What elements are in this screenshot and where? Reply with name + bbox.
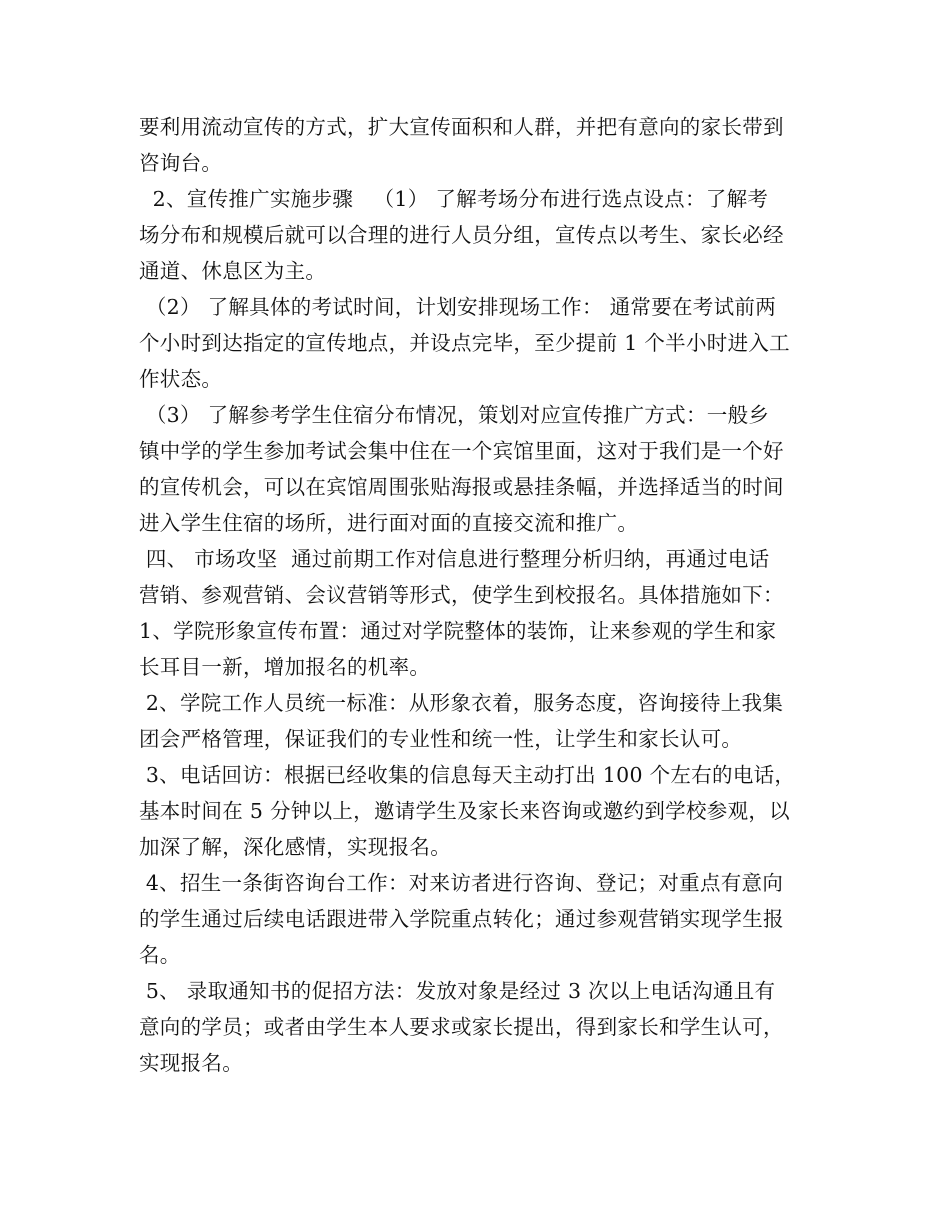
text-line: 意向的学员；或者由学生本人要求或家长提出，得到家长和学生认可， [139, 1015, 784, 1039]
text-line: 镇中学的学生参加考试会集中住在一个宾馆里面，这对于我们是一个好 [139, 439, 784, 463]
text-line: 咨询台。 [139, 151, 223, 175]
text-line: 的学生通过后续电话跟进带入学院重点转化；通过参观营销实现学生报 [139, 907, 784, 931]
text-line: 2、宣传推广实施步骤 （1） 了解考场分布进行选点设点：了解考 [139, 187, 769, 211]
text-line: 通道、休息区为主。 [139, 259, 327, 283]
text-line: 场分布和规模后就可以合理的进行人员分组，宣传点以考生、家长必经 [139, 223, 784, 247]
text-line: 进入学生住宿的场所，进行面对面的直接交流和推广。 [139, 511, 639, 535]
text-line: 的宣传机会，可以在宾馆周围张贴海报或悬挂条幅，并选择适当的时间 [139, 475, 784, 499]
document-body [139, 109, 815, 1081]
text-line: （2） 了解具体的考试时间，计划安排现场工作： 通常要在考试前两 [139, 295, 776, 319]
text-line: 要利用流动宣传的方式，扩大宣传面积和人群，并把有意向的家长带到 [139, 115, 784, 139]
text-line: 团会严格管理，保证我们的专业性和统一性，让学生和家长认可。 [139, 727, 743, 751]
text-line: 基本时间在 5 分钟以上，邀请学生及家长来咨询或邀约到学校参观，以 [139, 799, 790, 823]
text-line: 作状态。 [139, 367, 223, 391]
text-line: 名。 [139, 943, 181, 967]
text-line: 5、 录取通知书的促招方法：发放对象是经过 3 次以上电话沟通且有 [139, 979, 776, 1003]
text-line: 2、学院工作人员统一标准：从形象衣着，服务态度，咨询接待上我集 [139, 691, 784, 715]
text-line: 1、学院形象宣传布置：通过对学院整体的装饰，让来参观的学生和家 [139, 619, 777, 643]
text-line: 实现报名。 [139, 1051, 243, 1075]
text-line: 个小时到达指定的宣传地点，并设点完毕，至少提前 1 个半小时进入工 [139, 331, 790, 355]
text-line: 3、电话回访：根据已经收集的信息每天主动打出 100 个左右的电话， [139, 763, 796, 787]
text-line: 四、 市场攻坚 通过前期工作对信息进行整理分析归纳，再通过电话 [139, 547, 770, 571]
text-line: 4、招生一条街咨询台工作：对来访者进行咨询、登记；对重点有意向 [139, 871, 784, 895]
text-line: 长耳目一新，增加报名的机率。 [139, 655, 431, 679]
text-line: 营销、参观营销、会议营销等形式，使学生到校报名。具体措施如下： [139, 583, 784, 607]
text-line: （3） 了解参考学生住宿分布情况，策划对应宣传推广方式：一般乡 [139, 403, 770, 427]
text-line: 加深了解，深化感情，实现报名。 [139, 835, 451, 859]
